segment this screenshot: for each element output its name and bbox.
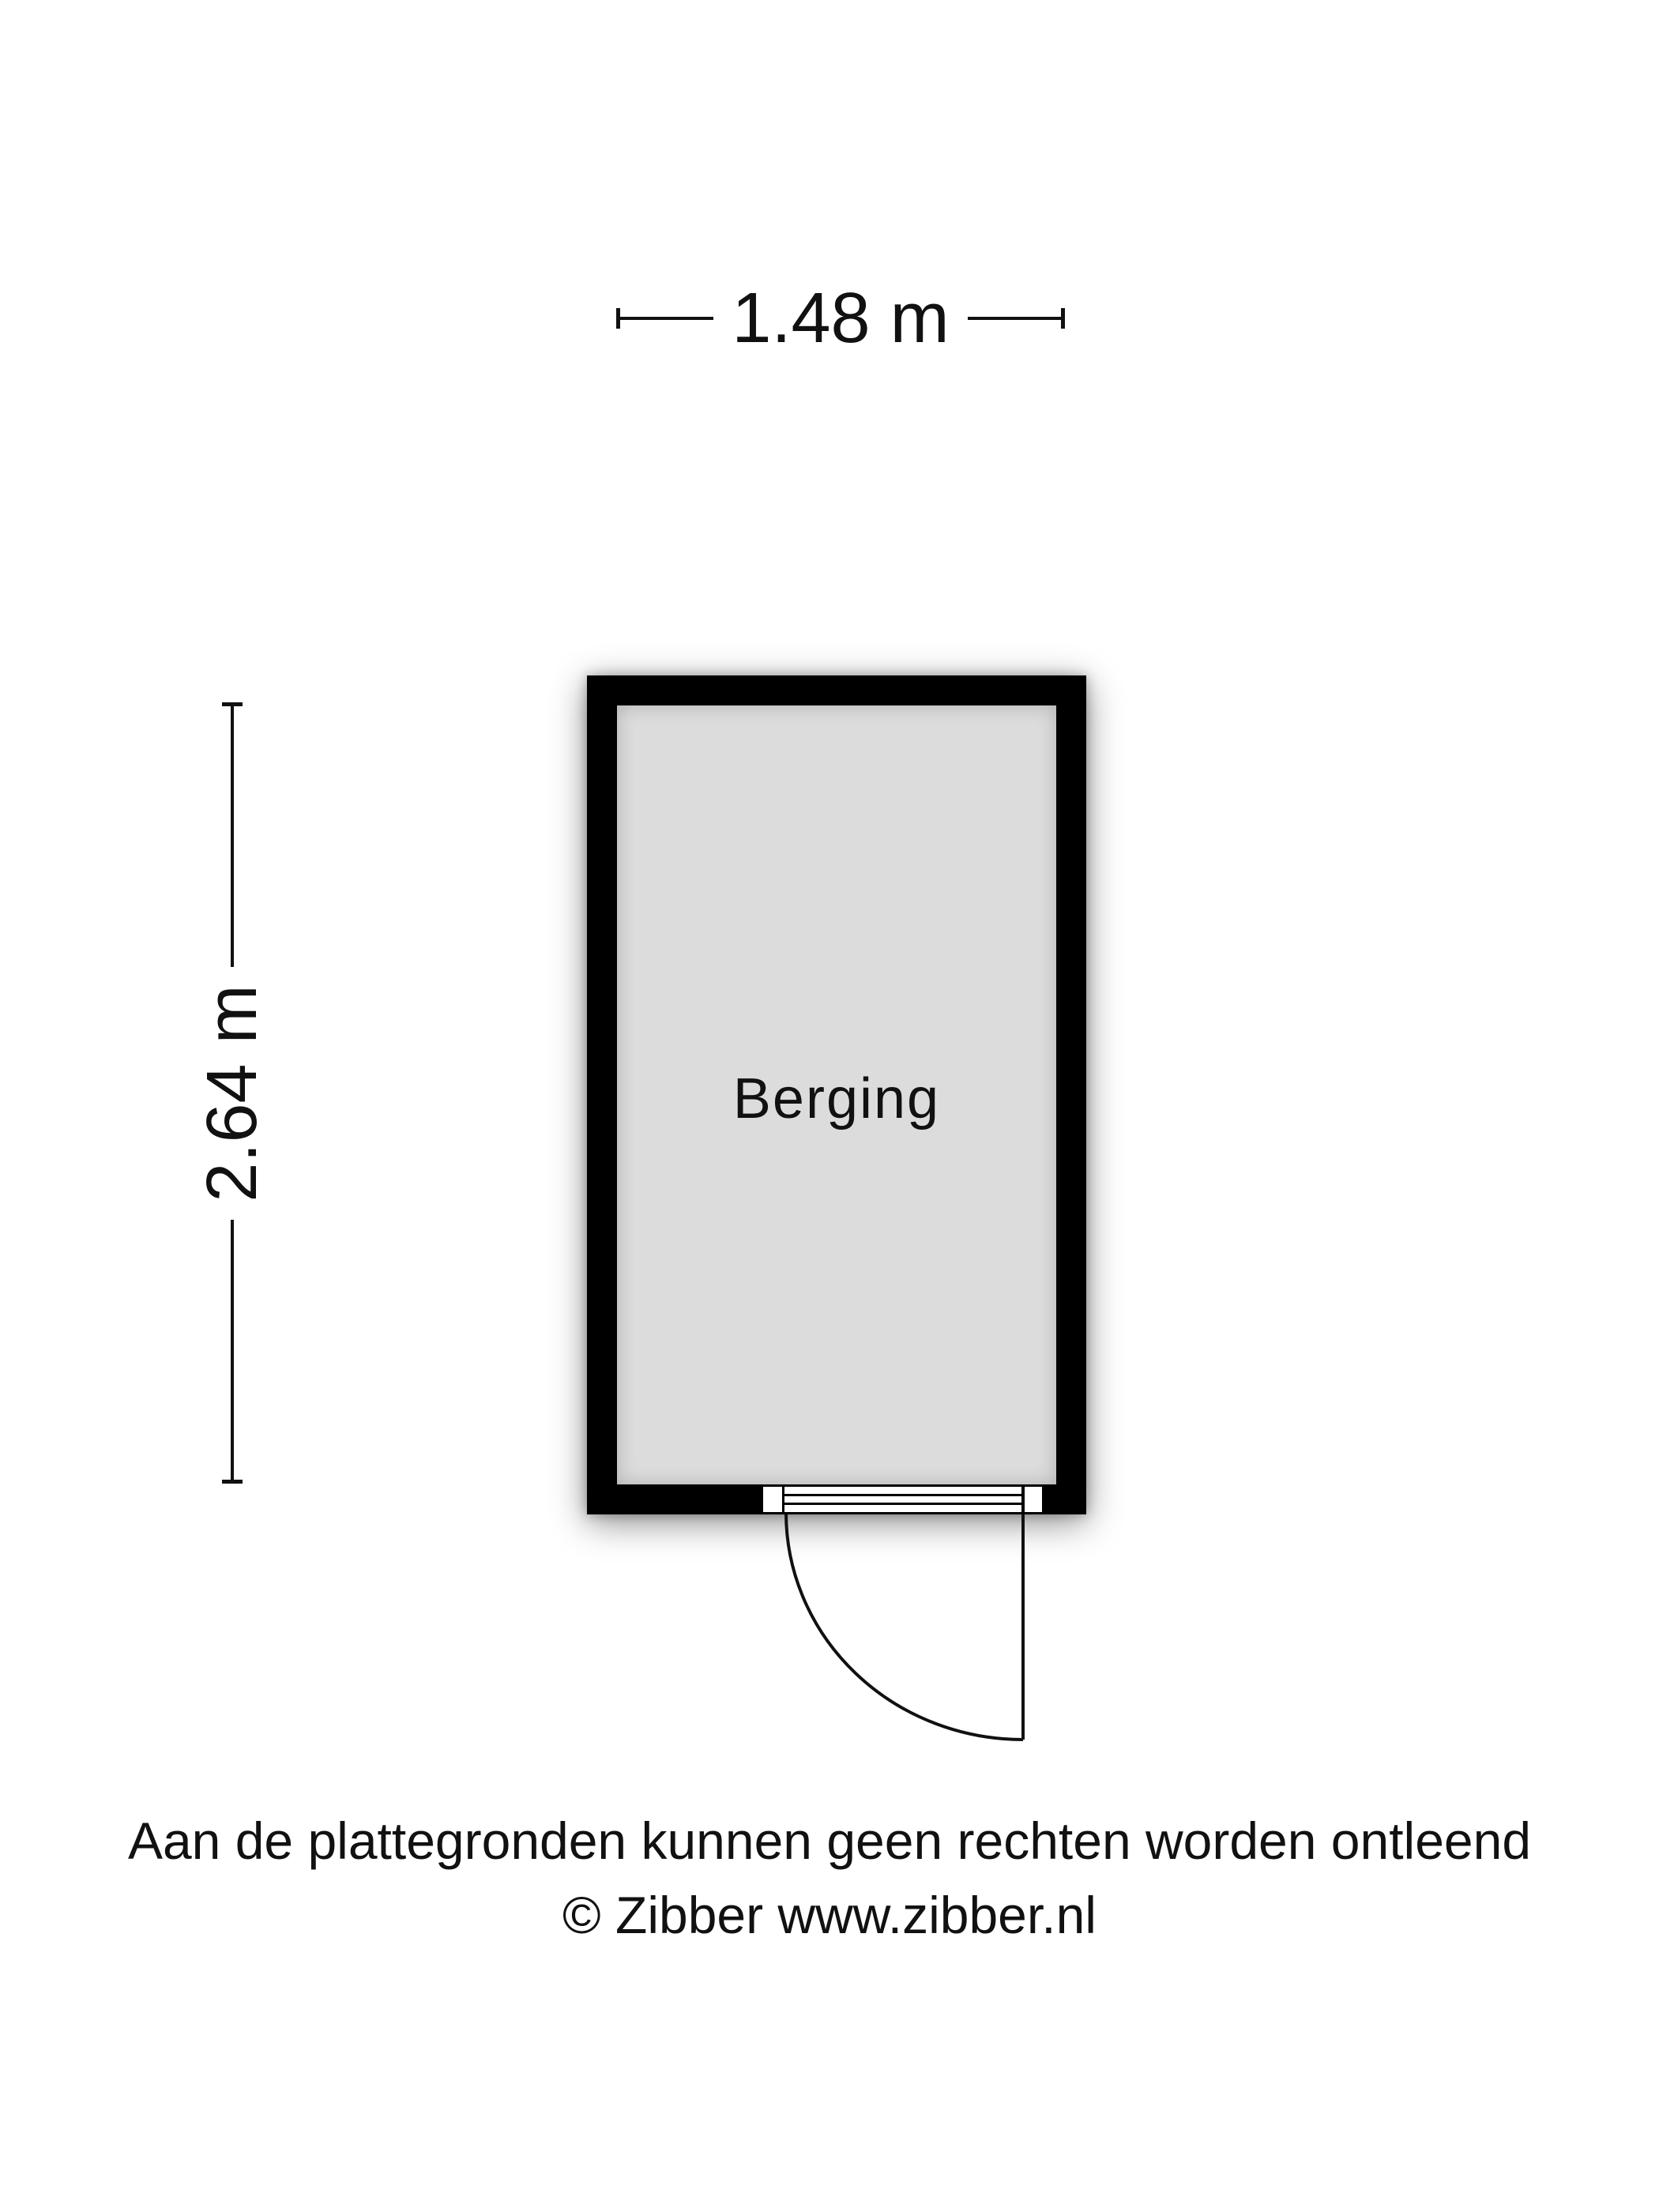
height-dimension-label: 2.64 m (193, 984, 272, 1202)
door-swing-arc (786, 1513, 1023, 1740)
width-dimension-label: 1.48 m (732, 279, 950, 358)
room-label: Berging (732, 1067, 941, 1130)
footer-disclaimer: Aan de plattegronden kunnen geen rechten worden ontleend (127, 1811, 1532, 1870)
door-right-jamb (1022, 1484, 1044, 1514)
door-threshold (782, 1484, 1024, 1514)
footer-credit: © Zibber www.zibber.nl (562, 1886, 1097, 1944)
door-left-jamb (761, 1484, 784, 1514)
